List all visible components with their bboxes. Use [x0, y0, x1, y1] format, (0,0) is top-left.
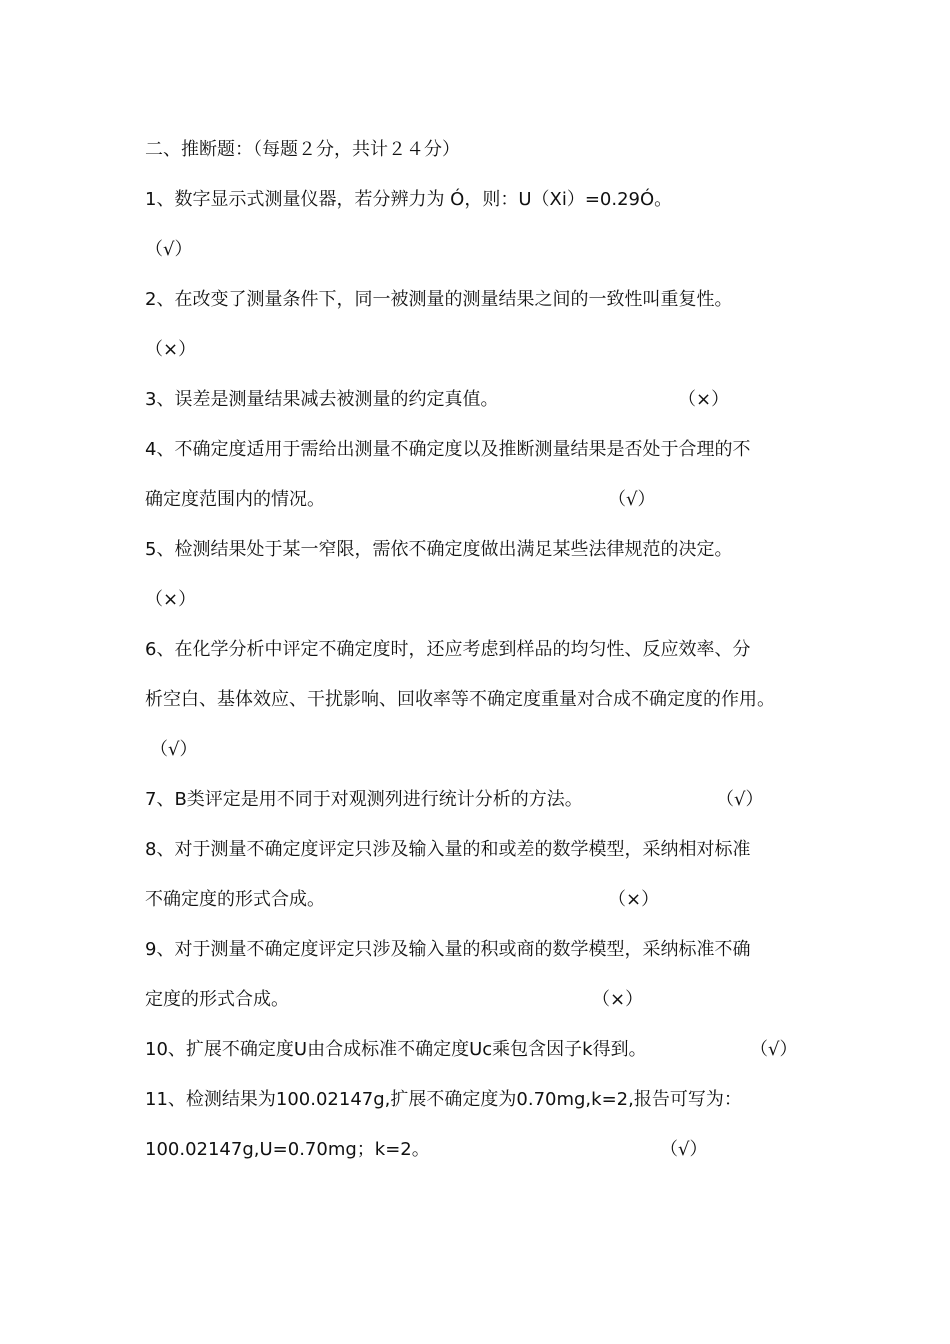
question-8-text-line-1: 8、对于测量不确定度评定只涉及输入量的和或差的数学模型，采纳相对标准 — [145, 839, 751, 860]
question-8-answer: （×） — [608, 889, 660, 910]
question-9-text-line-2: 定度的形式合成。 — [145, 989, 289, 1010]
question-4-text-line-2: 确定度范围内的情况。 — [145, 489, 325, 510]
question-5-text: 5、检测结果处于某一窄限，需依不确定度做出满足某些法律规范的决定。 — [145, 539, 733, 560]
question-6-text-line-1: 6、在化学分析中评定不确定度时，还应考虑到样品的均匀性、反应效率、分 — [145, 639, 751, 660]
question-5-answer: （×） — [145, 589, 197, 610]
question-9-text-line-1: 9、对于测量不确定度评定只涉及输入量的积或商的数学模型，采纳标准不确 — [145, 939, 751, 960]
question-7-text: 7、B类评定是用不同于对观测列进行统计分析的方法。 — [145, 789, 583, 810]
question-8-text-line-2: 不确定度的形式合成。 — [145, 889, 325, 910]
question-3-answer: （×） — [678, 389, 730, 410]
question-6-answer: （√） — [150, 739, 198, 760]
question-11-answer: （√） — [660, 1139, 708, 1160]
question-6-text-line-2: 析空白、基体效应、干扰影响、回收率等不确定度重量对合成不确定度的作用。 — [145, 689, 775, 710]
question-11-text-line-1: 11、检测结果为100.02147g,扩展不确定度为0.70mg,k=2,报告可写为： — [145, 1089, 742, 1110]
question-2-text: 2、在改变了测量条件下，同一被测量的测量结果之间的一致性叫重复性。 — [145, 289, 733, 310]
section-title: 二、推断题：（每题２分，共计２４分） — [145, 139, 460, 160]
question-3-text: 3、误差是测量结果减去被测量的约定真值。 — [145, 389, 499, 410]
question-9-answer: （×） — [592, 989, 644, 1010]
question-4-answer: （√） — [608, 489, 656, 510]
question-11-text-line-2: 100.02147g,U=0.70mg；k=2。 — [145, 1139, 430, 1160]
question-10-text: 10、扩展不确定度U由合成标准不确定度Uc乘包含因子k得到。 — [145, 1039, 647, 1060]
question-1-text: 1、数字显示式测量仪器，若分辨力为 Ó，则：U（Xi）=0.29Ó。 — [145, 189, 673, 210]
question-4-text-line-1: 4、不确定度适用于需给出测量不确定度以及推断测量结果是否处于合理的不 — [145, 439, 751, 460]
question-7-answer: （√） — [716, 789, 764, 810]
question-1-answer: （√） — [145, 239, 193, 260]
question-2-answer: （×） — [145, 339, 197, 360]
question-10-answer: （√） — [750, 1039, 798, 1060]
